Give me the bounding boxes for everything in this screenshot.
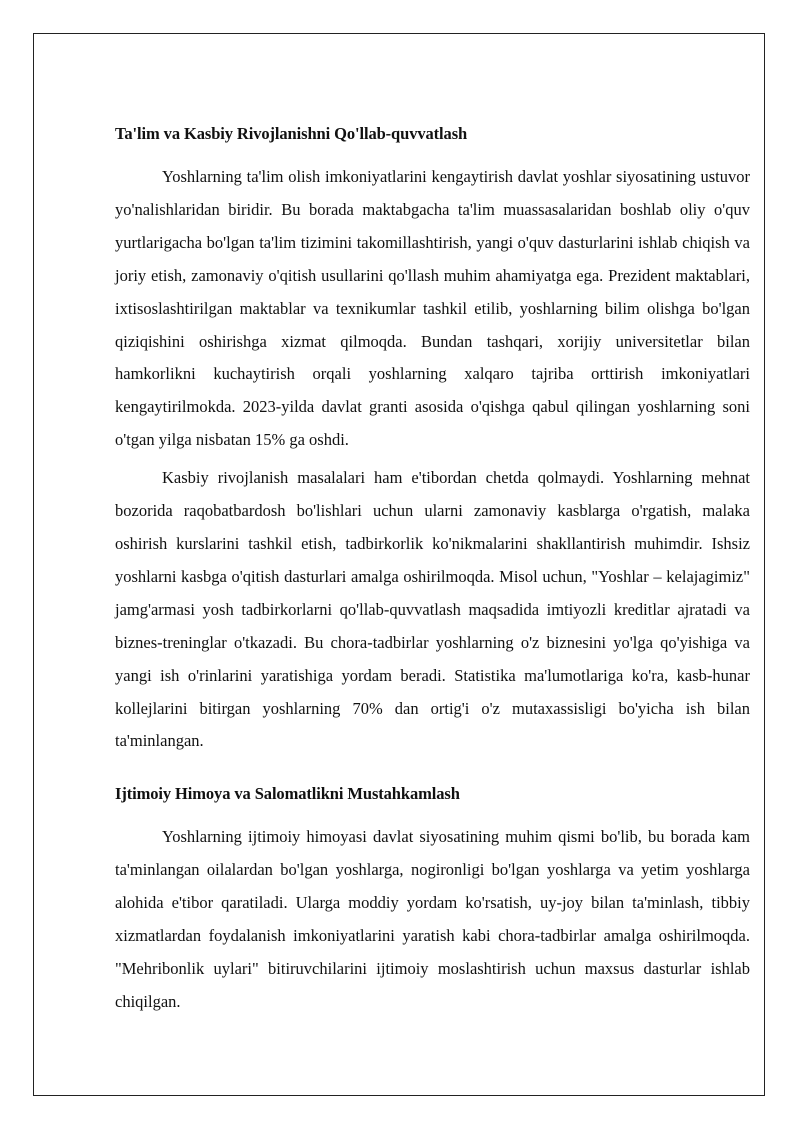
paragraph-education-1: Yoshlarning ta'lim olish imkoniyatlarini kengaytirish davlat yoshlar siyosatining ustuvor yo'nalishlaridan biridir. Bu borada maktabgacha ta'lim muassasalaridan boshlab oliy o'quv yurtlarigacha bo'lgan ta'lim tizimini takomillashtirish, yangi o'quv dasturlarini ishlab chiqish va joriy etish, zamonaviy o'qitish usullarini qo'llash muhim ahamiyatga ega. Prezident maktablari, ixtisoslashtirilgan maktablar va texnikumlar tashkil etilib, yoshlarning bilim olishga bo'lgan qiziqishini oshirishga xizmat qilmoqda. Bundan tashqari, xorijiy universitetlar bilan hamkorlikni kuchaytirish orqali yoshlarning xalqaro tajriba orttirish imkoniyatlari kengaytirilmokda. 2023-yilda davlat granti asosida o'qishga qabul qilingan yoshlarning soni o'tgan yilga nisbatan 15% ga oshdi. xyxy=(115,167,750,450)
section-heading-education: Ta'lim va Kasbiy Rivojlanishni Qo'llab-quvvatlash xyxy=(115,124,468,143)
paragraph-social-protection-1: Yoshlarning ijtimoiy himoyasi davlat siyosatining muhim qismi bo'lib, bu borada kam ta'minlangan oilalardan bo'lgan yoshlarga, nogironligi bo'lgan yoshlarga va yetim yoshlarga alohida e'tibor qaratiladi. Ularga moddiy yordam ko'rsatish, uy-joy bilan ta'minlash, tibbiy xizmatlardan foydalanish imkoniyatlarini yaratish kabi chora-tadbirlar amalga oshirilmoqda. "Mehribonlik uylari" bitiruvchilarini ijtimoiy moslashtirish uchun maxsus dasturlar ishlab chiqilgan. xyxy=(115,827,750,1011)
section-heading-social-protection: Ijtimoiy Himoya va Salomatlikni Mustahkamlash xyxy=(115,784,460,804)
paragraph-education-2: Kasbiy rivojlanish masalalari ham e'tibordan chetda qolmaydi. Yoshlarning mehnat bozorida raqobatbardosh bo'lishlari uchun ularni zamonaviy kasblarga o'rgatish, malaka oshirish kurslarini tashkil etish, tadbirkorlik ko'nikmalarini shakllantirish muhimdir. Ishsiz yoshlarni kasbga o'qitish dasturlari amalga oshirilmoqda. Misol uchun, "Yoshlar – kelajagimiz" jamg'armasi yosh tadbirkorlarni qo'llab-quvvatlash maqsadida imtiyozli kreditlar ajratadi va biznes-treninglar o'tkazadi. Bu chora-tadbirlar yoshlarning o'z biznesini yo'lga qo'yishiga va yangi ish o'rinlarini yaratishiga yordam beradi. Statistika ma'lumotlariga ko'ra, kasb-hunar kollejlarini bitirgan yoshlarning 70% dan ortig'i o'z mutaxassisligi bo'yicha ish bilan ta'minlangan. xyxy=(115,468,750,751)
page-frame xyxy=(33,33,765,1096)
document-body xyxy=(115,118,750,1024)
